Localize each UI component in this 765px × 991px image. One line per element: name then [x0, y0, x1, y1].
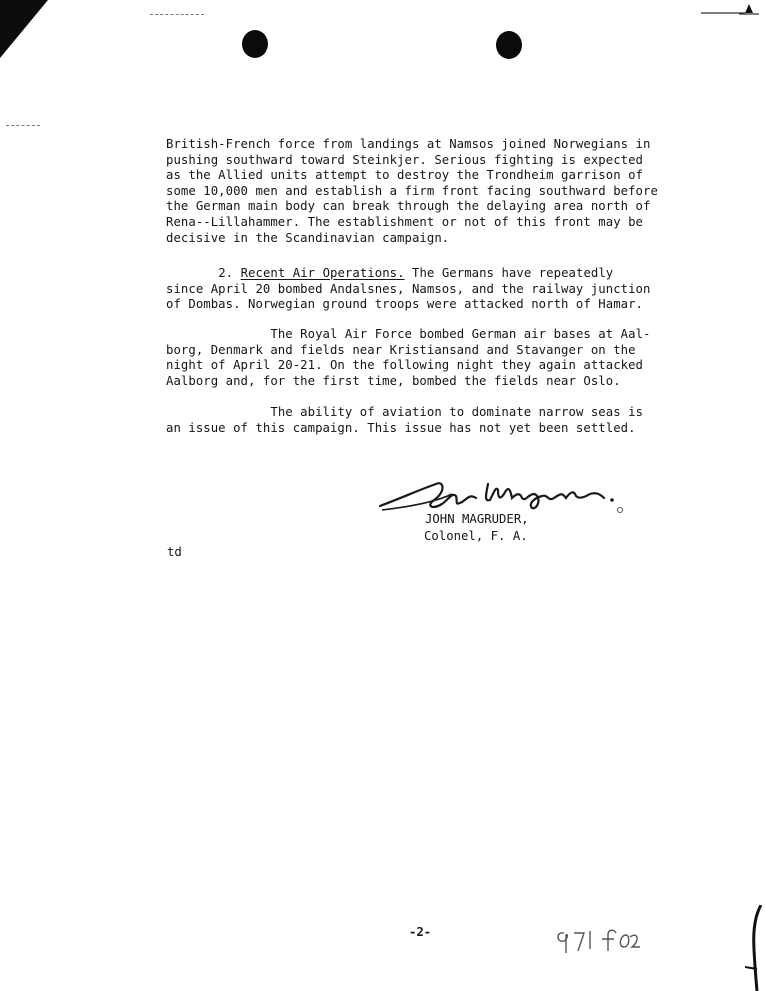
paragraph-3 [166, 327, 650, 389]
page-number: -2- [409, 925, 432, 939]
paragraph-line: night of April 20-21. On the following night they again attacked [166, 358, 644, 373]
paragraph-line: of Dombas. Norwegian ground troops were attacked north of Hamar. [166, 297, 644, 312]
section-number: 2. [218, 266, 234, 280]
paragraph-line: the German main body can break through the delaying area north of [166, 199, 651, 214]
punch-hole-left [242, 30, 268, 58]
signatory-name: JOHN MAGRUDER, [425, 512, 529, 526]
paragraph-line: pushing southward toward Steinkjer. Serious fighting is expected [166, 152, 644, 167]
signatory-rank: Colonel, F. A. [424, 529, 528, 543]
scan-mark [150, 14, 204, 15]
scan-edge-mark-right [745, 905, 765, 991]
scan-edge-mark-top [701, 2, 759, 16]
paragraph-line: borg, Denmark and fields near Kristiansand and Stavanger on the [166, 342, 636, 357]
paragraph-line: decisive in the Scandinavian campaign. [166, 230, 450, 245]
paragraph-line: some 10,000 men and establish a firm front facing southward before [166, 183, 658, 198]
scan-mark [6, 125, 40, 126]
paragraph-line: British-French force from landings at Namsos joined Norwegians in [166, 137, 651, 151]
scan-corner-shadow [0, 0, 48, 58]
paragraph-4 [166, 405, 643, 436]
paragraph-line: since April 20 bombed Andalsnes, Namsos, and the railway junction [166, 281, 651, 296]
paragraph-1 [166, 137, 658, 246]
section-lead-text: The Germans have repeatedly [404, 266, 614, 280]
paragraph-line: Aalborg and, for the first time, bombed the fields near Oslo. [166, 373, 621, 388]
typist-initials: td [167, 545, 182, 559]
paragraph-line: as the Allied units attempt to destroy the Trondheim garrison of [166, 168, 644, 183]
handwritten-archive-note [554, 925, 640, 955]
paragraph-line: The Royal Air Force bombed German air bases at Aal- [270, 327, 651, 341]
section-2-first-line [166, 266, 650, 282]
punch-hole-right [496, 31, 522, 59]
paragraph-line: The ability of aviation to dominate narrow seas is [270, 405, 644, 419]
section-2 [166, 266, 650, 313]
paragraph-line: an issue of this campaign. This issue has not yet been settled. [166, 420, 636, 435]
paragraph-line: Rena--Lillahammer. The establishment or not of this front may be [166, 214, 644, 229]
handwritten-signature [376, 470, 626, 518]
section-heading: Recent Air Operations. [240, 266, 405, 280]
